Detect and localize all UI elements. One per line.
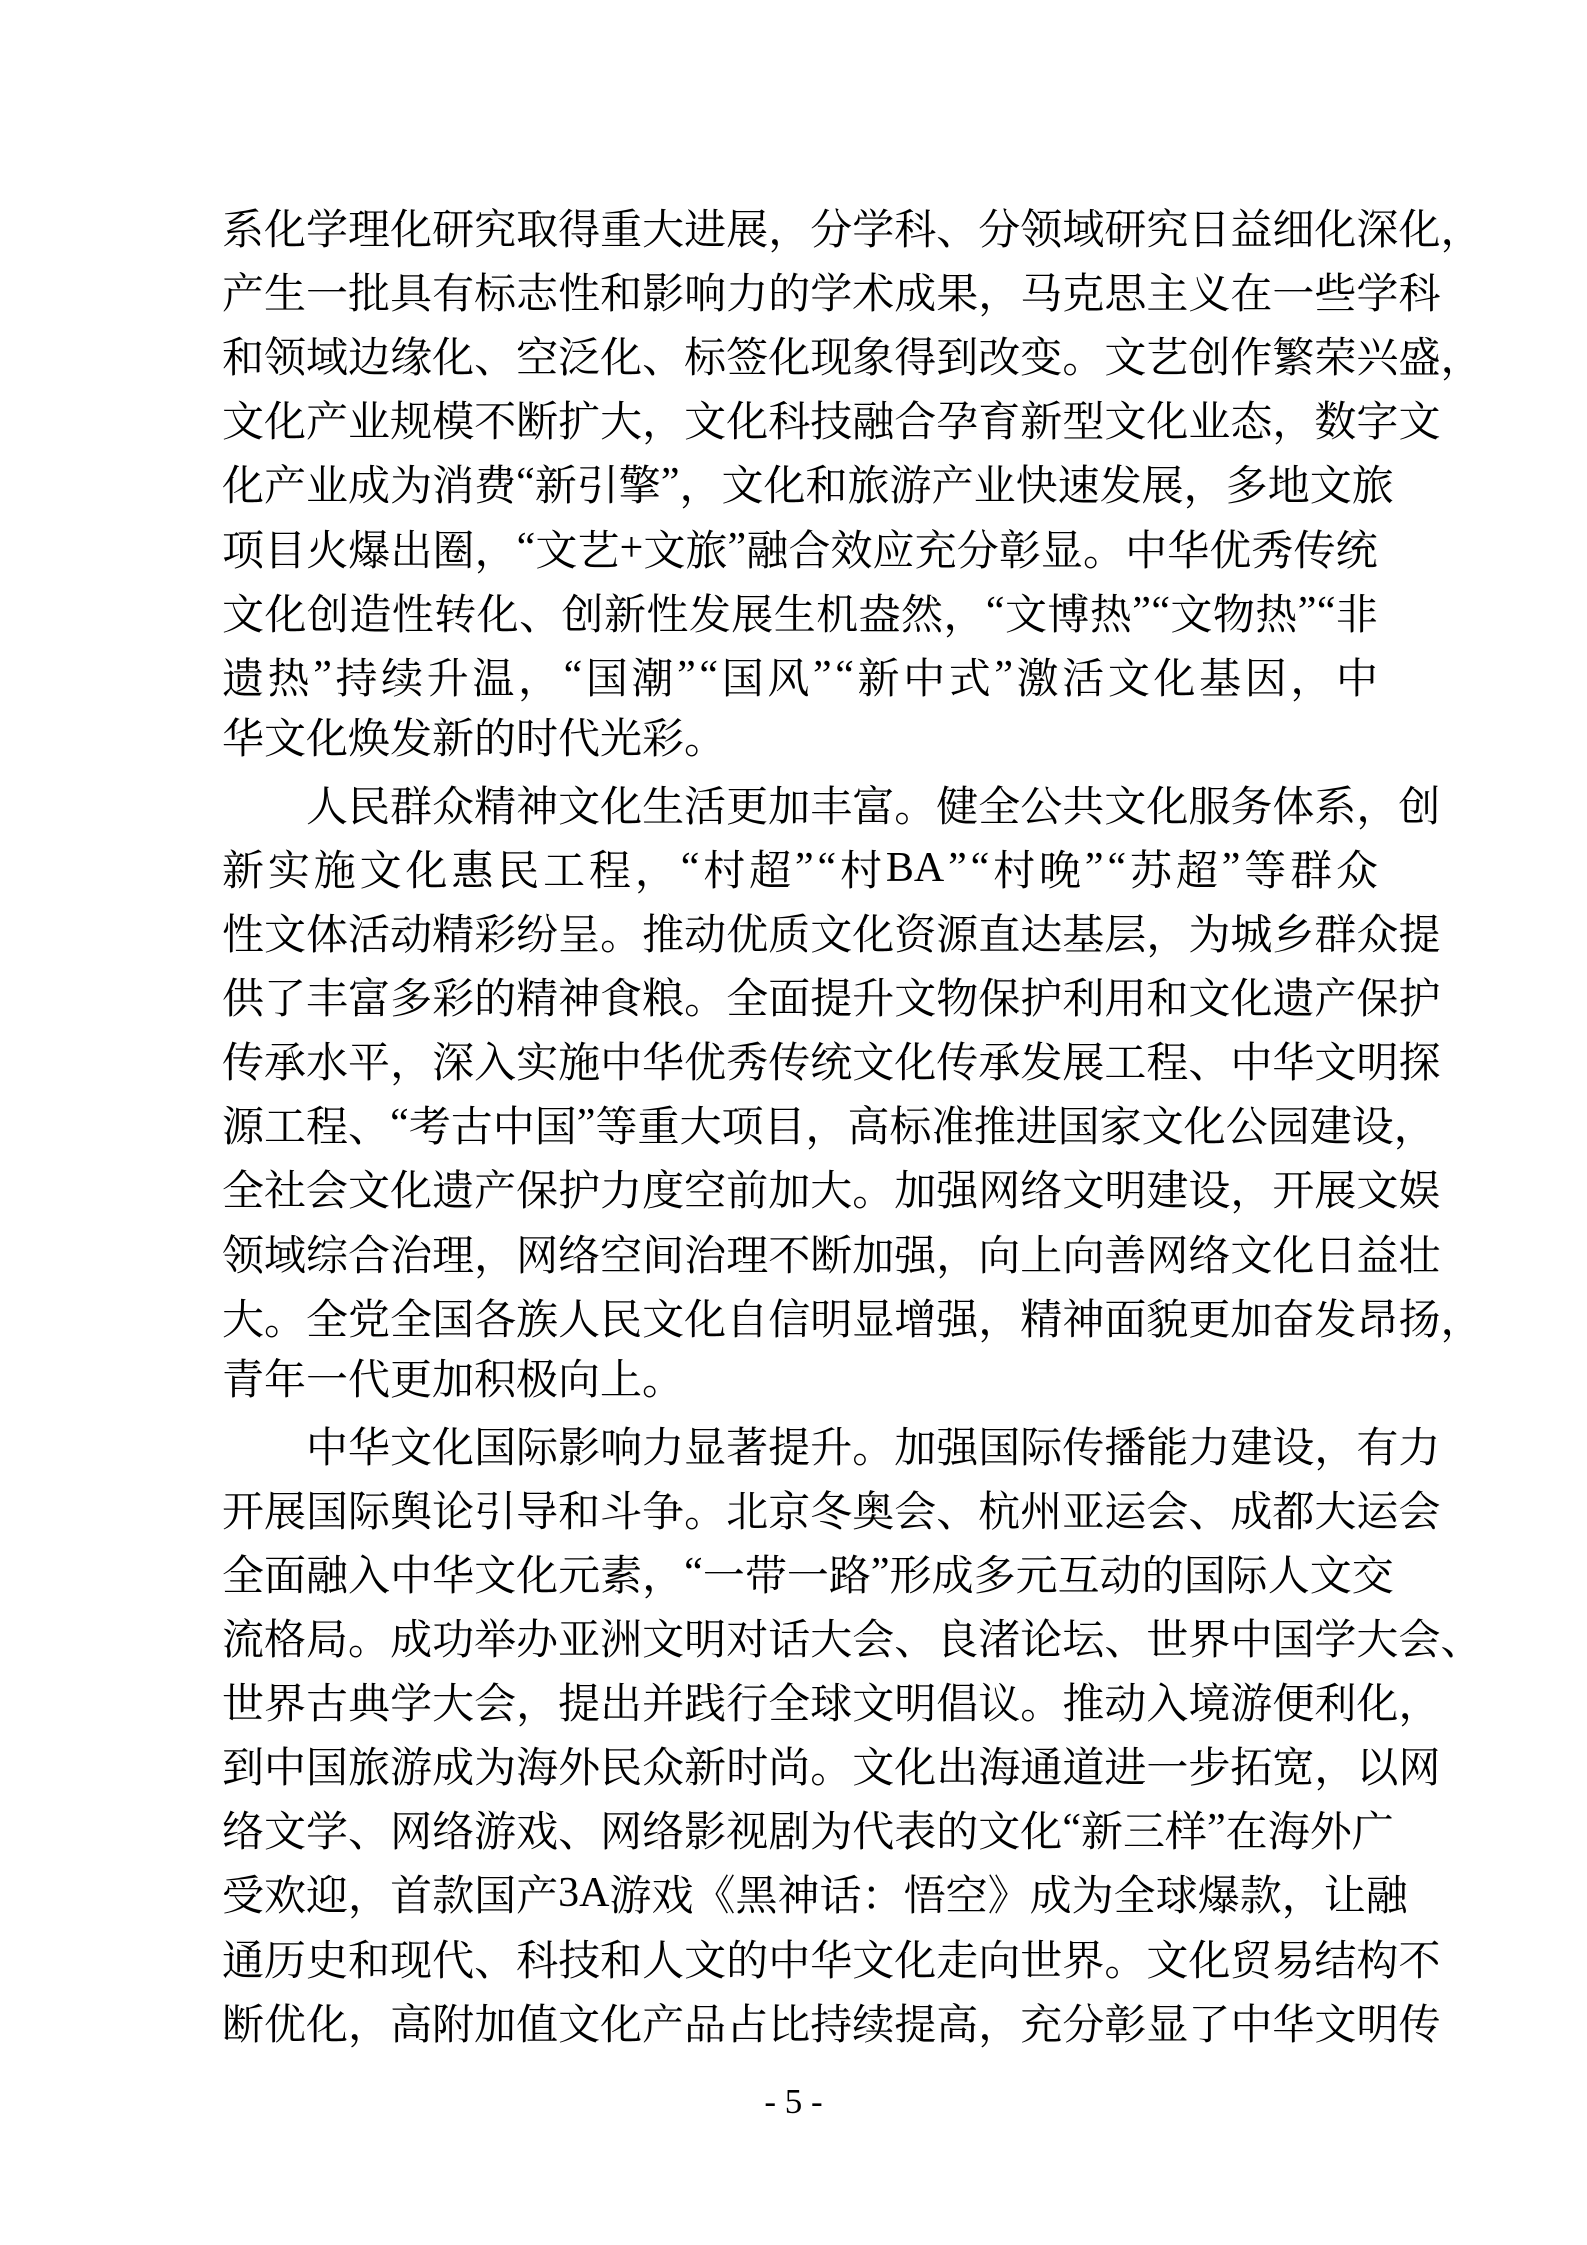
text-line: 项 目 火 爆 出 圈 ， “ 文 艺 + 文 旅 ” 融 合 效 应 充 分 彰 显 。 中 华 优 秀 传 统 [222, 524, 1378, 575]
text-line: 中 华 文 化 国 际 影 响 力 显 著 提 升 。 加 强 国 际 传 播 能 力 建 设 ， 有 力 [306, 1425, 1441, 1472]
text-line: 新 实 施 文 化 惠 民 工 程 ， “ 村 超 ” “ 村 BA ” “ 村 晚 ” “ 苏 超 ” 等 群 众 [222, 844, 1378, 895]
text-line: 到 中 国 旅 游 成 为 海 外 民 众 新 时 尚 。 文 化 出 海 通 道 进 一 步 拓 宽 ， 以 网 [222, 1746, 1441, 1793]
text-line: 系 化 学 理 化 研 究 取 得 重 大 进 展 ， 分 学 科 、 分 领 域 研 究 日 益 细 化 深 化 ， [222, 208, 1483, 255]
text-line: 络 文 学 、 网 络 游 戏 、 网 络 影 视 剧 为 代 表 的 文 化 “ 新 三 样 ” 在 海 外 广 [222, 1806, 1394, 1857]
page-number: - 5 - [764, 2082, 823, 2121]
text-line: 通 历 史 和 现 代 、 科 技 和 人 文 的 中 华 文 化 走 向 世 界 。 文 化 贸 易 结 构 不 [222, 1938, 1441, 1985]
text-line: 全 社 会 文 化 遗 产 保 护 力 度 空 前 加 大 。 加 强 网 络 文 明 建 设 ， 开 展 文 娱 [222, 1169, 1441, 1216]
text-line: 性 文 体 活 动 精 彩 纷 呈 。 推 动 优 质 文 化 资 源 直 达 基 层 ， 为 城 乡 群 众 提 [222, 913, 1441, 960]
text-line: 受 欢 迎 ， 首 款 国 产 3A 游 戏 《 黑 神 话 ： 悟 空 》 成 为 全 球 爆 款 ， 让 融 [222, 1870, 1408, 1921]
text-line: 和 领 域 边 缘 化 、 空 泛 化 、 标 签 化 现 象 得 到 改 变 。 文 艺 创 作 繁 荣 兴 盛 ， [222, 336, 1483, 383]
text-line: 供 了 丰 富 多 彩 的 精 神 食 粮 。 全 面 提 升 文 物 保 护 利 用 和 文 化 遗 产 保 护 [222, 977, 1441, 1024]
text-line: 传 承 水 平 ， 深 入 实 施 中 华 优 秀 传 统 文 化 传 承 发 展 工 程 、 中 华 文 明 探 [222, 1041, 1441, 1088]
text-line: 文 化 产 业 规 模 不 断 扩 大 ， 文 化 科 技 融 合 孕 育 新 型 文 化 业 态 ， 数 字 文 [222, 400, 1441, 447]
text-line: 世 界 古 典 学 大 会 ， 提 出 并 践 行 全 球 文 明 倡 议 。 推 动 入 境 游 便 利 化 ， [222, 1682, 1441, 1729]
text-line: 断 优 化 ， 高 附 加 值 文 化 产 品 占 比 持 续 提 高 ， 充 分 彰 显 了 中 华 文 明 传 [222, 2002, 1441, 2049]
text-line: 产 生 一 批 具 有 标 志 性 和 影 响 力 的 学 术 成 果 ， 马 克 思 主 义 在 一 些 学 科 [222, 272, 1441, 319]
text-line: 流 格 局 。 成 功 举 办 亚 洲 文 明 对 话 大 会 、 良 渚 论 坛 、 世 界 中 国 学 大 会 、 [222, 1618, 1483, 1665]
text-line: 全 面 融 入 中 华 文 化 元 素 ， “ 一 带 一 路 ” 形 成 多 元 互 动 的 国 际 人 文 交 [222, 1550, 1394, 1601]
text-line: 源 工 程 、 “ 考 古 中 国 ” 等 重 大 项 目 ， 高 标 准 推 进 国 家 文 化 公 园 建 设 ， [222, 1101, 1436, 1152]
text-line: 文 化 创 造 性 转 化 、 创 新 性 发 展 生 机 盎 然 ， “ 文 博 热 ” “ 文 物 热 ” “ 非 [222, 588, 1378, 639]
text-line: 化 产 业 成 为 消 费 “ 新 引 擎 ” ， 文 化 和 旅 游 产 业 快 速 发 展 ， 多 地 文 旅 [222, 460, 1394, 511]
text-line: 青年一代更加积极向上。 [222, 1357, 685, 1404]
text-line: 大 。 全 党 全 国 各 族 人 民 文 化 自 信 明 显 增 强 ， 精 神 面 貌 更 加 奋 发 昂 扬 ， [222, 1297, 1483, 1344]
document-body-text [222, 195, 1483, 2054]
text-line: 遗 热 ” 持 续 升 温 ， “ 国 潮 ” “ 国 风 ” “ 新 中 式 ” 激 活 文 化 基 因 ， 中 [222, 652, 1378, 703]
text-line: 开 展 国 际 舆 论 引 导 和 斗 争 。 北 京 冬 奥 会 、 杭 州 亚 运 会 、 成 都 大 运 会 [222, 1489, 1441, 1536]
text-line: 领 域 综 合 治 理 ， 网 络 空 间 治 理 不 断 加 强 ， 向 上 向 善 网 络 文 化 日 益 壮 [222, 1233, 1441, 1280]
text-line: 人 民 群 众 精 神 文 化 生 活 更 加 丰 富 。 健 全 公 共 文 化 服 务 体 系 ， 创 [306, 784, 1441, 831]
text-line: 华文化焕发新的时代光彩。 [222, 716, 727, 763]
